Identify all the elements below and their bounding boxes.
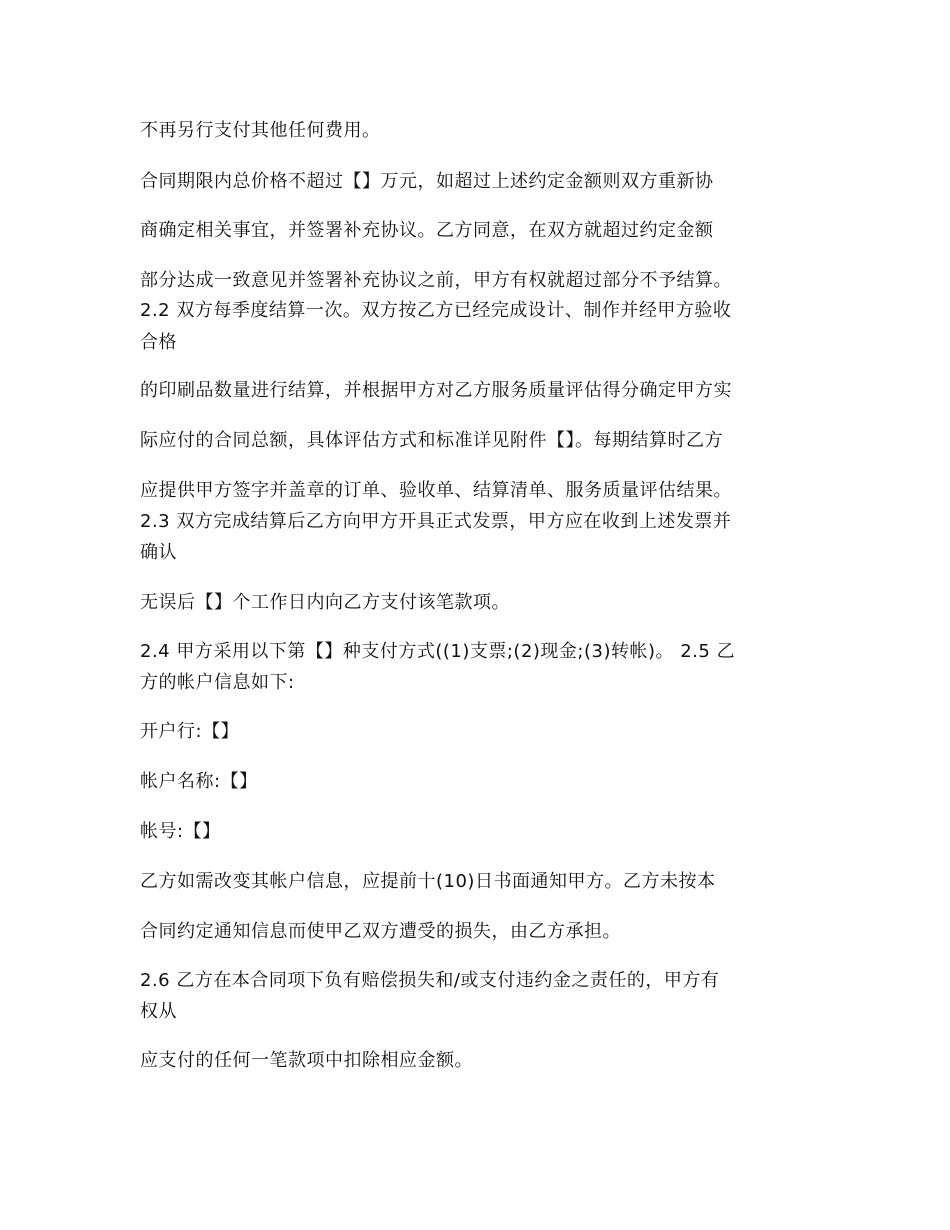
text-line: 的印刷品数量进行结算，并根据甲方对乙方服务质量评估得分确定甲方实 [140, 380, 732, 401]
text-line: 2.3 双方完成结算后乙方向甲方开具正式发票，甲方应在收到上述发票并 [140, 511, 732, 532]
text-line: 确认 [140, 542, 177, 563]
text-line: 应支付的任何一笔款项中扣除相应金额。 [140, 1050, 473, 1071]
text-line: 合同期限内总价格不超过【】万元，如超过上述约定金额则双方重新协 [140, 171, 714, 192]
text-line: 开户行:【】 [140, 721, 240, 742]
text-line: 不再另行支付其他任何费用。 [140, 120, 381, 141]
text-line: 商确定相关事宜，并签署补充协议。乙方同意，在双方就超过约定金额 [140, 220, 714, 241]
text-line: 权从 [140, 1001, 177, 1022]
text-line: 乙方如需改变其帐户信息，应提前十(10)日书面通知甲方。乙方未按本 [140, 871, 716, 892]
text-line: 帐号:【】 [140, 821, 221, 842]
text-line: 部分达成一致意见并签署补充协议之前，甲方有权就超过部分不予结算。 [140, 270, 732, 291]
text-line: 合格 [140, 332, 177, 353]
text-line: 2.4 甲方采用以下第【】种支付方式((1)支票;(2)现金;(3)转帐)。 2.5 乙 [140, 641, 736, 662]
text-line: 帐户名称:【】 [140, 771, 258, 792]
text-line: 无误后【】个工作日内向乙方支付该笔款项。 [140, 592, 510, 613]
text-line: 应提供甲方签字并盖章的订单、验收单、结算清单、服务质量评估结果。 [140, 480, 732, 501]
text-line: 方的帐户信息如下: [140, 672, 295, 693]
text-line: 际应付的合同总额，具体评估方式和标准详见附件【】。每期结算时乙方 [140, 430, 723, 451]
text-line: 2.2 双方每季度结算一次。双方按乙方已经完成设计、制作并经甲方验收 [140, 300, 732, 321]
text-line: 合同约定通知信息而使甲乙双方遭受的损失，由乙方承担。 [140, 921, 621, 942]
text-line: 2.6 乙方在本合同项下负有赔偿损失和/或支付违约金之责任的，甲方有 [140, 970, 720, 991]
